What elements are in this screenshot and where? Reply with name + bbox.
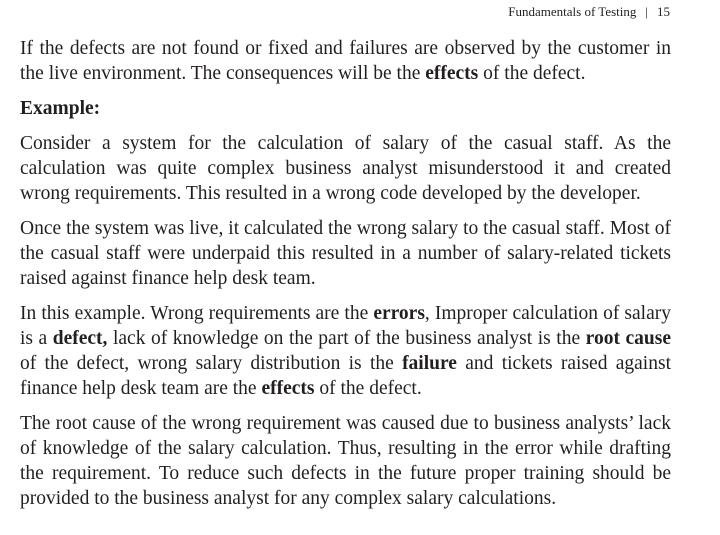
conclusion-paragraph: The root cause of the wrong requirement was caused due to business analysts’ lack of knowledge of the salary calculation. Thus, resulting in the error while drafting the requirement. To reduce such defects in the future proper training should be provided to the business analyst for any complex salary calculations. (20, 413, 671, 509)
intro-text-2: of the defect. (478, 63, 586, 84)
analysis-bold-failure: failure (402, 353, 457, 374)
intro-bold-effects: effects (425, 63, 479, 84)
example-heading: Example: (20, 98, 101, 119)
intro-paragraph (20, 36, 671, 86)
page-body (20, 36, 671, 521)
analysis-bold-effects: effects (261, 378, 315, 399)
analysis-text-4: of the defect, wrong salary distribution is the (20, 353, 403, 374)
analysis-text-1: In this example. Wrong requirements are the (20, 303, 374, 324)
live-system-paragraph: Once the system was live, it calculated the wrong salary to the casual staff. Most of the casual staff were underpaid this resulted in a number of salary-related tickets raised against finance help desk team. (20, 218, 671, 289)
analysis-text-3: lack of knowledge on the part of the business analyst is the (107, 328, 586, 349)
page-number: 15 (657, 4, 670, 19)
analysis-paragraph (20, 301, 671, 401)
analysis-text-5: and tickets raised against finance help desk team are the (20, 353, 671, 399)
analysis-text-6: of the defect. (314, 378, 422, 399)
intro-text-1: If the defects are not found or fixed and failures are observed by the customer in the live environment. The consequences will be the (20, 38, 671, 84)
analysis-bold-defect: defect, (52, 328, 108, 349)
running-header (508, 4, 670, 20)
scenario-paragraph: Consider a system for the calculation of salary of the casual staff. As the calculation was quite complex business analyst misunderstood it and created wrong requirements. This resulted in a wrong code developed by the developer. (20, 133, 671, 204)
analysis-bold-errors: errors (373, 303, 425, 324)
analysis-text-2: , Improper calculation of salary is a (20, 303, 671, 349)
running-title: Fundamentals of Testing (508, 4, 637, 19)
header-separator: | (645, 4, 648, 19)
analysis-bold-root-cause: root cause (585, 328, 671, 349)
